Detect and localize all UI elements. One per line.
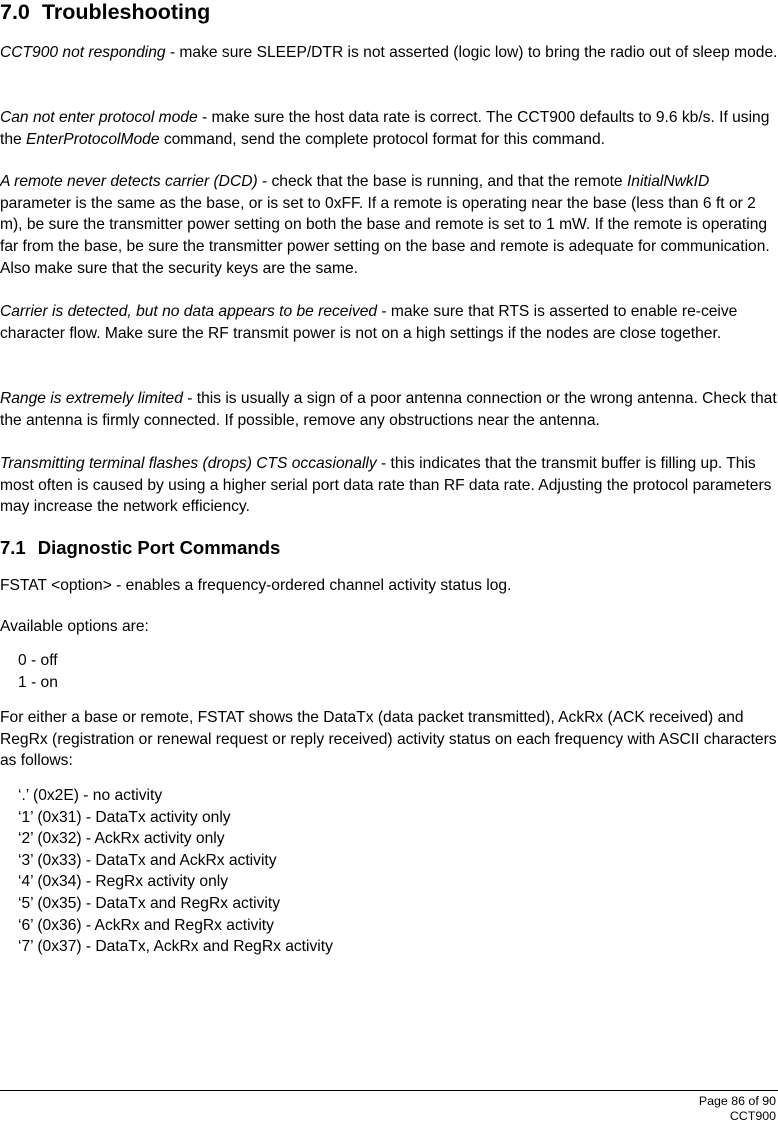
list-item: ‘.’ (0x2E) - no activity [18,787,163,804]
list-item: 1 - on [18,673,58,691]
list-item: ‘3’ (0x33) - DataTx and AckRx activity [18,851,277,869]
trouble-item-range-limited [0,388,778,431]
trouble-lead: Carrier is detected, but no data appears to be received [0,303,378,320]
trouble-text: - make sure the host data rate is correct. The CCT900 defaults to 9.6 kb/s. If using the [0,109,770,148]
section-number: 7.1 [0,537,26,558]
section-heading-troubleshooting [0,0,210,24]
trouble-item-protocol-mode [0,107,778,150]
parameter-name: InitialNwkID [626,173,710,190]
trouble-text: - make sure that RTS is asserted to enable re-ceive character flow. Make sure the RF transmit power is not on a high settings if the nodes are close together. [0,303,738,342]
trouble-text: - this is usually a sign of a poor antenna connection or the wrong antenna. Check that the antenna is firmly connected. If possible, remove any obstructions near the antenna. [0,390,777,429]
trouble-text: - check that the base is running, and that the remote [257,173,627,190]
trouble-item-no-data [0,301,778,344]
trouble-text: - make sure SLEEP/DTR is not asserted (logic low) to bring the radio out of sleep mode. [165,44,778,61]
trouble-item-carrier-not-detected [0,171,778,280]
trouble-text: command, send the complete protocol format for this command. [159,130,605,148]
page-footer [699,1094,776,1124]
options-intro: Available options are: [0,618,149,635]
list-item: ‘7’ (0x37) - DataTx, AckRx and RegRx activity [18,938,333,956]
list-item: ‘1’ (0x31) - DataTx activity only [18,808,231,826]
fstat-description: For either a base or remote, FSTAT shows the DataTx (data packet transmitted), AckRx (ACK received) and RegRx (registration or renewal request or reply received) activity status on each frequency with ASCII characters as follows: [0,709,777,770]
section-title: Diagnostic Port Commands [37,537,281,558]
list-item: 0 - off [18,652,58,669]
model-name: CCT900 [729,1109,776,1123]
section-heading-diagnostic [0,537,280,559]
trouble-lead: CCT900 not responding [0,44,166,61]
trouble-text: parameter is the same as the base, or is set to 0xFF. If a remote is operating near the base (less than 6 ft or 2 m), be sure the transmitter power setting on both the base and remote is set to 1 mW. If the remote is operating far from the base, be sure the transmitter power setting on the base and remote is adequate for communication. Also make sure that the security keys are the same. [0,194,770,277]
trouble-lead: Range is extremely limited [0,390,183,407]
trouble-item-cts-flashes [0,453,778,518]
trouble-item-not-responding [0,42,778,64]
command-name: EnterProtocolMode [26,130,160,148]
list-item: ‘5’ (0x35) - DataTx and RegRx activity [18,894,281,912]
footer-divider [0,1090,778,1091]
page-number: Page 86 of 90 [698,1094,776,1108]
list-item: ‘4’ (0x34) - RegRx activity only [18,873,229,891]
trouble-lead: Transmitting terminal flashes (drops) CTS occasionally [0,455,377,472]
options-list [18,650,58,693]
section-number: 7.0 [0,0,30,24]
list-item: ‘6’ (0x36) - AckRx and RegRx activity [18,916,274,934]
trouble-text: - this indicates that the transmit buffer is filling up. This most often is caused by using a higher serial port data rate than RF data rate. Adjusting the protocol parameters may increase the network efficiency. [0,455,772,516]
fstat-intro: FSTAT <option> - enables a frequency-ordered channel activity status log. [0,577,512,594]
trouble-lead: A remote never detects carrier (DCD) [0,173,258,190]
trouble-lead: Can not enter protocol mode [0,109,198,126]
ascii-code-list [18,785,333,958]
list-item: ‘2’ (0x32) - AckRx activity only [18,830,225,848]
section-title: Troubleshooting [41,0,211,24]
